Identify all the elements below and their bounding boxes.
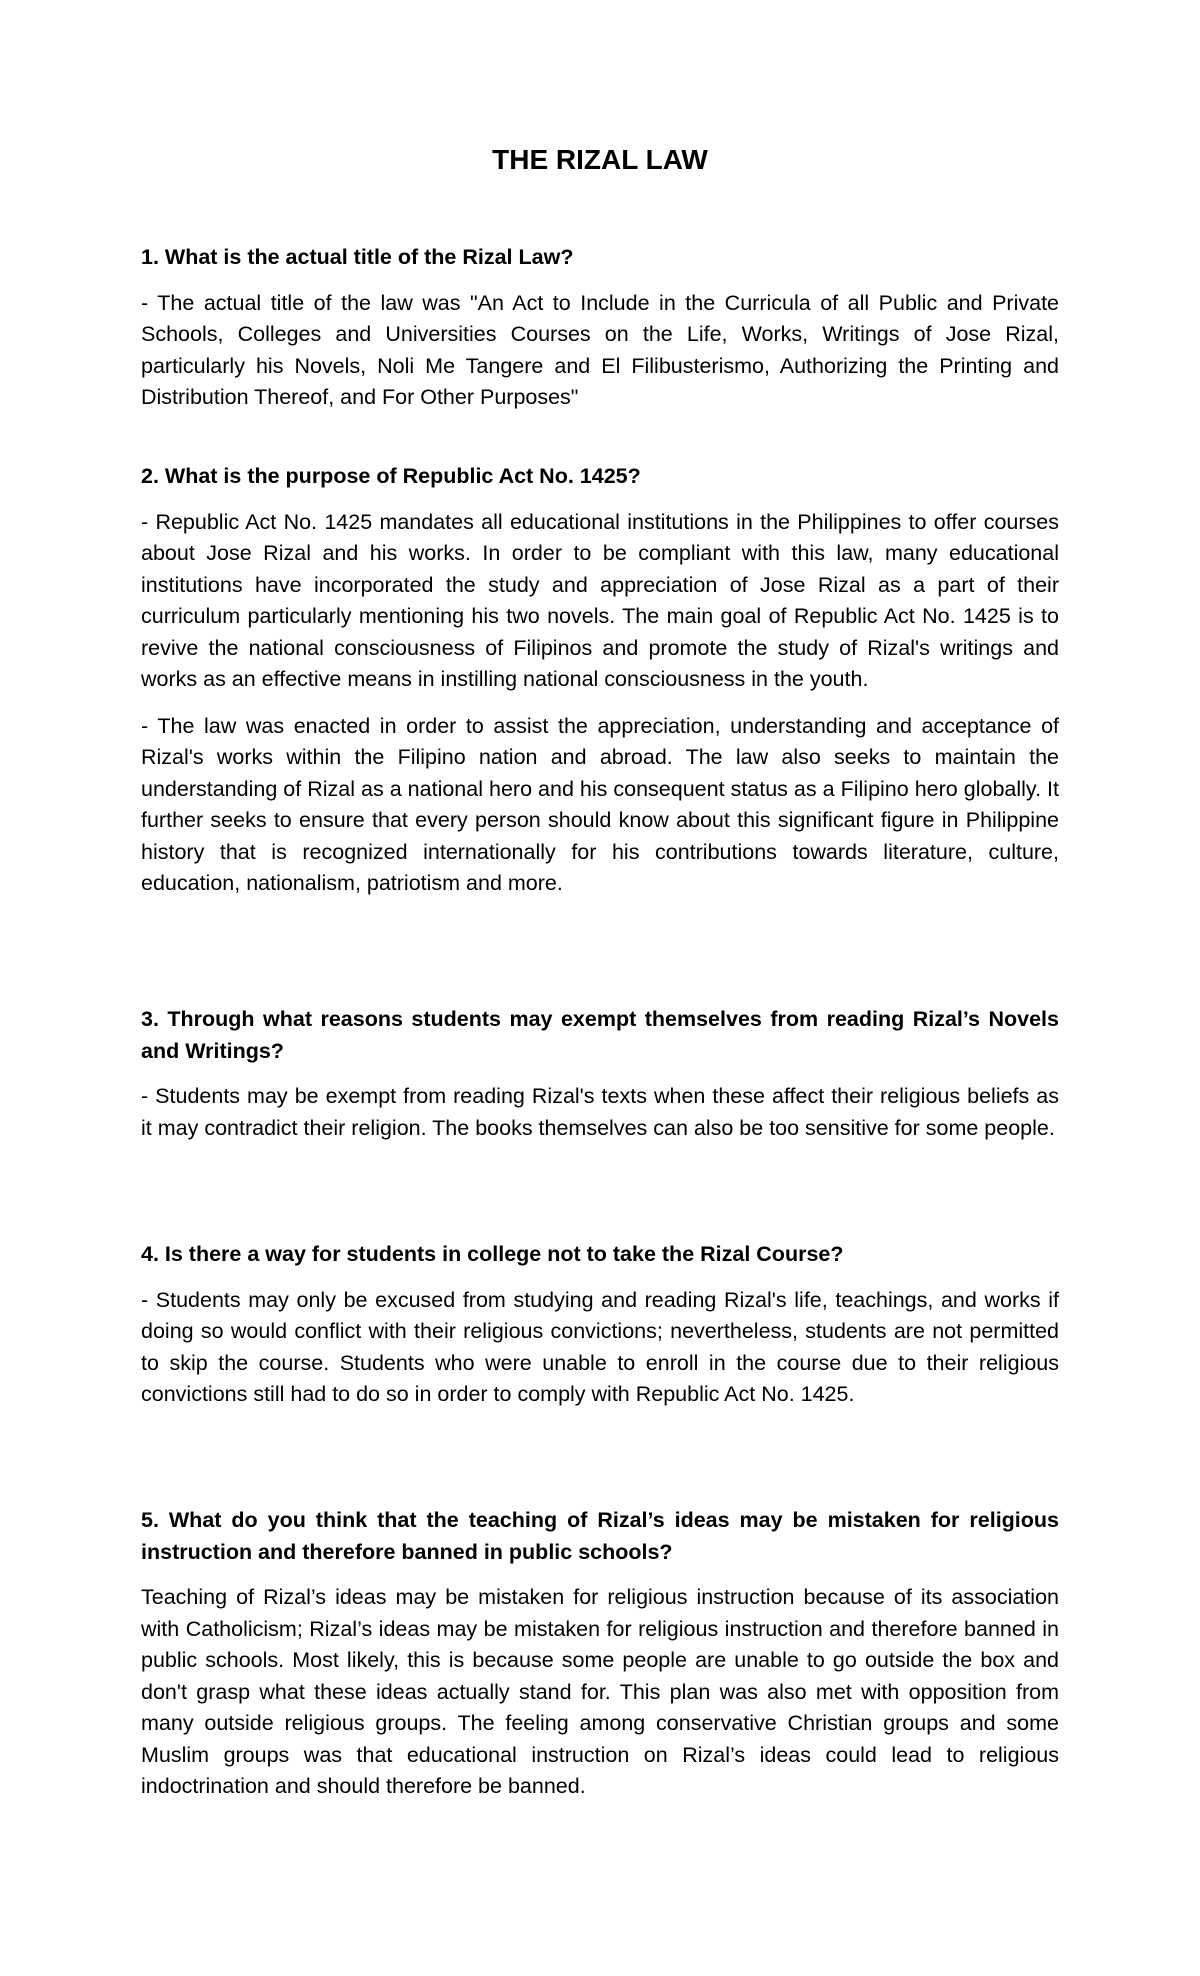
answer-paragraph: - The law was enacted in order to assist the appreciation, understanding and acceptance of Rizal's works within the Filipino nation and abroad. The law also seeks to maintain the understanding of Rizal as a national hero and his consequent status as a Filipino hero globally. It further seeks to ensure that every person should know about this significant figure in Philippine history that is recognized internationally for his contributions towards literature, culture, education, nationalism, patriotism and more. xyxy=(141,713,1059,895)
question-heading: 4. Is there a way for students in college not to take the Rizal Course? xyxy=(141,1242,844,1266)
section-4 xyxy=(141,1239,1059,1411)
document-title: THE RIZAL LAW xyxy=(492,144,708,175)
answer-paragraph: Teaching of Rizal’s ideas may be mistaken for religious instruction because of its association with Catholicism; Rizal’s ideas may be mistaken for religious instruction and therefore banned in public schools. Most likely, this is because some people are unable to go outside the box and don't grasp what these ideas actually stand for. This plan was also met with opposition from many outside religious groups. The feeling among conservative Christian groups and some Muslim groups was that educational instruction on Rizal’s ideas could lead to religious indoctrination and should therefore be banned. xyxy=(141,1585,1059,1798)
question-heading: 5. What do you think that the teaching of Rizal’s ideas may be mistaken for religious instruction and therefore banned in public schools? xyxy=(141,1508,1059,1564)
question-heading: 2. What is the purpose of Republic Act No. 1425? xyxy=(141,464,641,488)
answer-paragraph: - Students may only be excused from studying and reading Rizal's life, teachings, and works if doing so would conflict with their religious convictions; nevertheless, students are not permitted to skip the course. Students who were unable to enroll in the course due to their religious convictions still had to do so in order to comply with Republic Act No. 1425. xyxy=(141,1287,1059,1406)
section-2 xyxy=(141,461,1059,900)
answer-paragraph: - Students may be exempt from reading Rizal's texts when these affect their religious beliefs as it may contradict their religion. The books themselves can also be too sensitive for some people. xyxy=(141,1084,1059,1140)
section-3 xyxy=(141,1004,1059,1144)
answer-paragraph: - Republic Act No. 1425 mandates all educational institutions in the Philippines to offer courses about Jose Rizal and his works. In order to be compliant with this law, many educational institutions have incorporated the study and appreciation of Jose Rizal as a part of their curriculum particularly mentioning his two novels. The main goal of Republic Act No. 1425 is to revive the national consciousness of Filipinos and promote the study of Rizal's writings and works as an effective means in instilling national consciousness in the youth. xyxy=(141,509,1059,691)
question-heading: 3. Through what reasons students may exempt themselves from reading Rizal’s Novels and Writings? xyxy=(141,1007,1059,1063)
section-1 xyxy=(141,242,1059,414)
section-5 xyxy=(141,1505,1059,1803)
question-heading: 1. What is the actual title of the Rizal Law? xyxy=(141,245,574,269)
answer-paragraph: - The actual title of the law was "An Act to Include in the Curricula of all Public and Private Schools, Colleges and Universities Courses on the Life, Works, Writings of Jose Rizal, particularly his Novels, Noli Me Tangere and El Filibusterismo, Authorizing the Printing and Distribution Thereof, and For Other Purposes" xyxy=(141,290,1059,409)
